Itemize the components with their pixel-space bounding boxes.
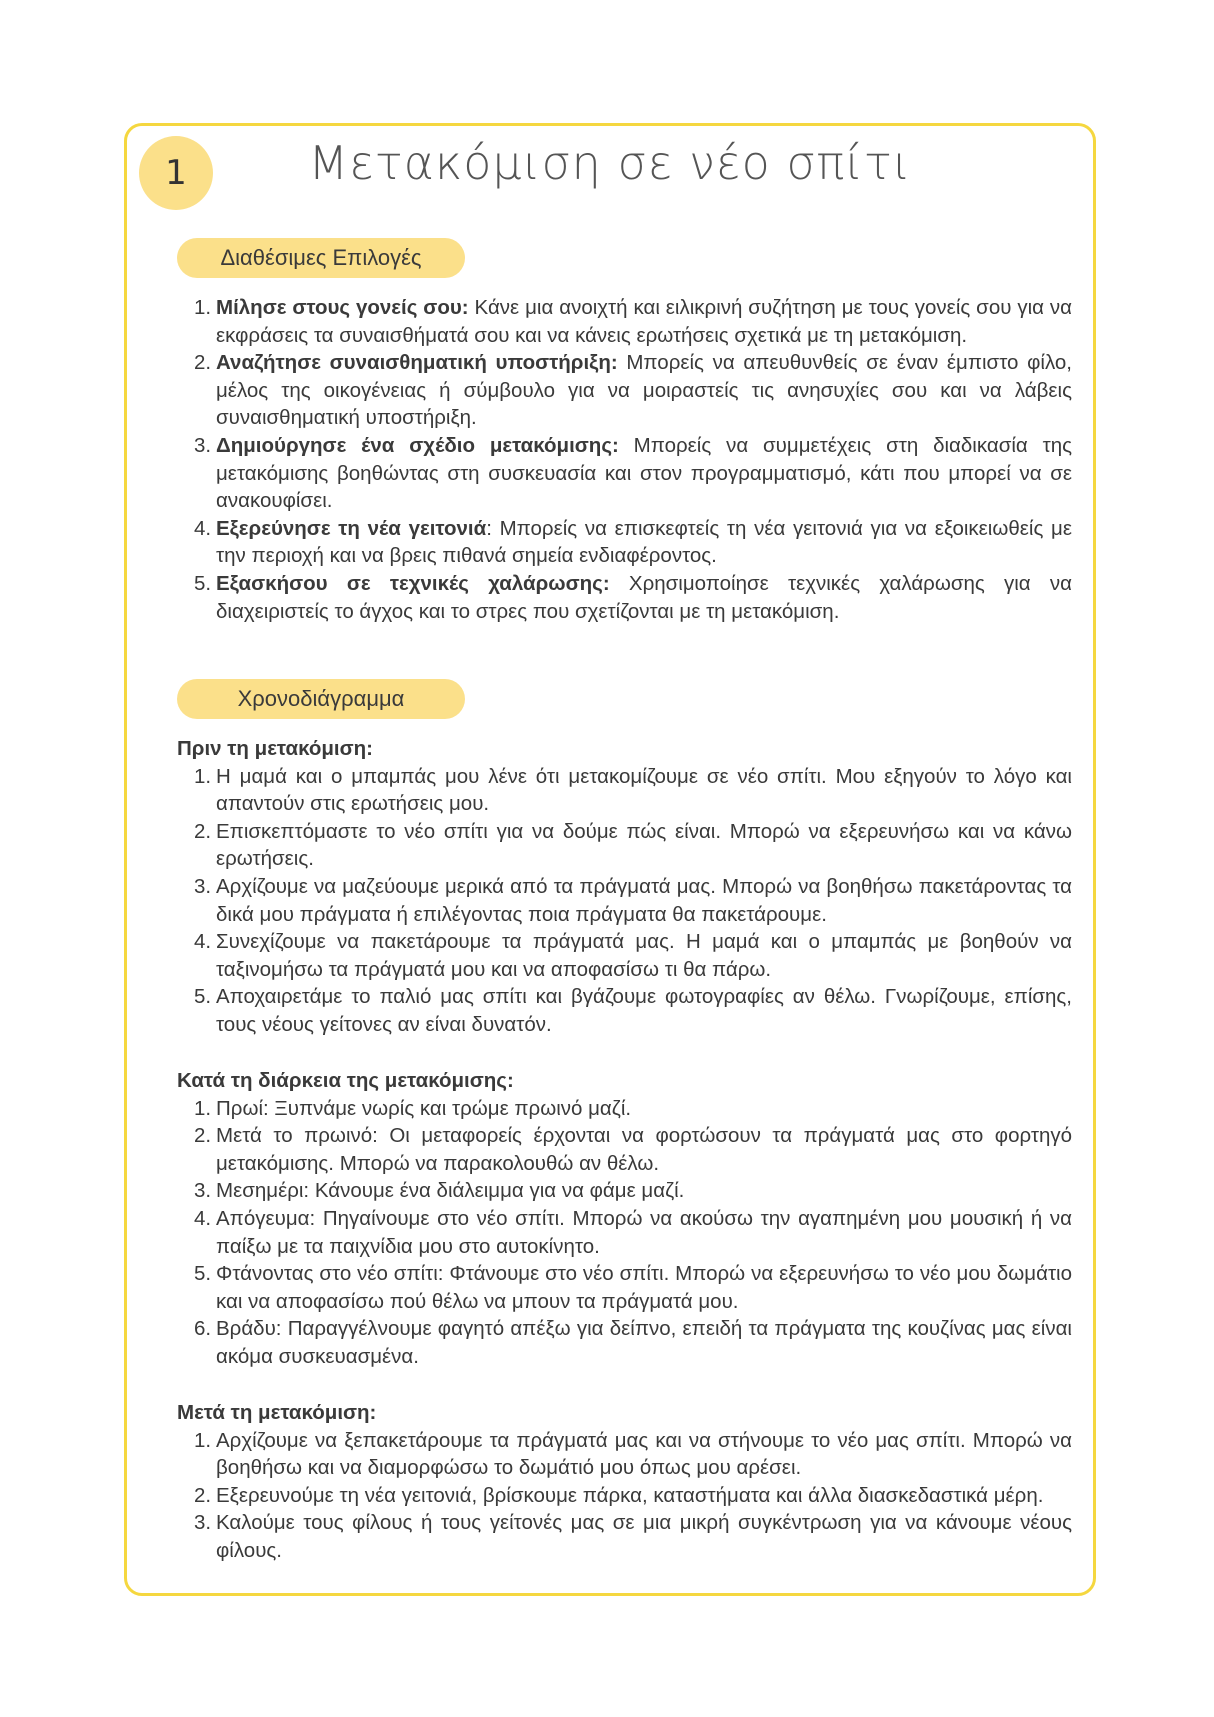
list-item-number: 2. [194,1124,212,1148]
list-item [177,1427,1072,1482]
list-item-number: 3. [194,433,212,457]
list-item-number: 5. [194,571,212,595]
list-item-number: 4. [194,1206,212,1230]
during-list [177,1095,1072,1371]
list-item-text: Κάνε μια ανοιχτή και ειλικρινή συζήτηση με τους γονείς σου για να εκφράσεις τα συναισθήματά σου και να κάνεις ερωτήσεις σχετικά με τη μετακόμιση. [216,296,1073,347]
timeline-heading: Χρονοδιάγραμμα [237,686,405,711]
list-item-heading: Εξερεύνησε τη νέα γειτονιά [216,516,487,540]
list-item [177,983,1072,1038]
list-item-number: 2. [194,351,212,375]
list-item-heading: Εξασκήσου σε τεχνικές χαλάρωσης: [216,571,610,595]
list-item-text: Η μαμά και ο μπαμπάς μου λένε ότι μετακομίζουμε σε νέο σπίτι. Μου εξηγούν το λόγο και απαντούν στις ερωτήσεις μου. [216,764,1072,816]
list-item-number: 5. [194,1262,212,1286]
before-list [177,763,1072,1039]
list-item-text: Αρχίζουμε να μαζεύουμε μερικά από τα πράγματά μας. Μπορώ να βοηθήσω πακετάροντας τα δικά μου πράγματα ή επιλέγοντας ποια πράγματα θα πακετάρουμε. [216,874,1072,926]
list-item [177,818,1072,873]
options-heading: Διαθέσιμες Επιλογές [220,245,422,270]
list-item [177,570,1072,625]
list-item [177,1177,1072,1205]
list-item-text: Εξερευνούμε τη νέα γειτονιά, βρίσκουμε πάρκα, καταστήματα και άλλα διασκεδαστικά μέρη. [216,1483,1044,1507]
list-item-number: 5. [194,985,212,1009]
list-item-number: 4. [194,930,212,954]
list-item-heading: Δημιούργησε ένα σχέδιο μετακόμισης: [216,433,619,457]
list-item [177,1482,1072,1510]
list-item-text: Πρωί: Ξυπνάμε νωρίς και τρώμε πρωινό μαζί. [216,1096,632,1120]
list-item [177,873,1072,928]
list-item-number: 2. [194,1483,212,1507]
page-number-badge [139,136,213,210]
list-item-text: Επισκεπτόμαστε το νέο σπίτι για να δούμε πώς είναι. Μπορώ να εξερευνήσω και να κάνω ερωτήσεις. [216,819,1072,871]
list-item-number: 4. [194,516,212,540]
list-item-text: Συνεχίζουμε να πακετάρουμε τα πράγματά μας. Η μαμά και ο μπαμπάς με βοηθούν να ταξινομήσω τα πράγματά μου και να αποφασίσω τι θα πάρω. [216,930,1072,981]
page-number: 1 [165,153,187,193]
list-item [177,294,1072,349]
list-item [177,1122,1072,1177]
options-list [177,294,1072,625]
list-item-number: 3. [194,874,212,898]
list-item-number: 1. [194,1428,212,1452]
after-title: Μετά τη μετακόμιση: [177,1401,377,1424]
list-item [177,515,1072,570]
list-item-heading: Μίλησε στους γονείς σου: [216,296,469,319]
list-item-text: Βράδυ: Παραγγέλνουμε φαγητό απέξω για δείπνο, επειδή τα πράγματα της κουζίνας μας είναι ακόμα συσκευασμένα. [216,1317,1072,1368]
list-item [177,349,1072,432]
list-item-text: Απόγευμα: Πηγαίνουμε στο νέο σπίτι. Μπορώ να ακούσω την αγαπημένη μου μουσική ή να παίξω με τα παιχνίδια μου στο αυτοκίνητο. [216,1206,1072,1258]
list-item-number: 6. [194,1317,212,1341]
list-item [177,1205,1072,1260]
list-item-number: 2. [194,819,212,843]
list-item-text: Αποχαιρετάμε το παλιό μας σπίτι και βγάζουμε φωτογραφίες αν θέλω. Γνωρίζουμε, επίσης, τους νέους γείτονες αν είναι δυνατόν. [216,985,1072,1036]
list-item [177,763,1072,818]
list-item [177,928,1072,983]
list-item-text: : Μπορείς να επισκεφτείς τη νέα γειτονιά για να εξοικειωθείς με την περιοχή και να βρεις πιθανά σημεία ενδιαφέροντος. [216,516,1072,568]
page-title: Μετακόμιση σε νέο σπίτι [308,136,912,190]
list-item-number: 1. [194,296,212,319]
during-title: Κατά τη διάρκεια της μετακόμισης: [177,1069,514,1092]
before-title: Πριν τη μετακόμιση: [177,737,373,760]
list-item-text: Μπορείς να απευθυνθείς σε έναν έμπιστο φίλο, μέλος της οικογένειας ή σύμβουλο για να μοιραστείς τις ανησυχίες σου και να λάβεις συναισθηματική υποστήριξη. [216,351,1072,430]
list-item [177,1509,1072,1564]
list-item-text: Μετά το πρωινό: Οι μεταφορείς έρχονται να φορτώσουν τα πράγματά μας στο φορτηγό μετακόμισης. Μπορώ να παρακολουθώ αν θέλω. [216,1124,1072,1175]
list-item-text: Μπορείς να συμμετέχεις στη διαδικασία της μετακόμισης βοηθώντας στη συσκευασία και στον προγραμματισμό, κάτι που μπορεί να σε ανακουφίσει. [216,433,1072,513]
after-section [177,1399,1072,1565]
timeline-heading-pill [177,679,465,719]
options-list-block [177,294,1072,625]
list-item [177,1260,1072,1315]
list-item-text: Φτάνοντας στο νέο σπίτι: Φτάνουμε στο νέο σπίτι. Μπορώ να εξερευνήσω το νέο μου δωμάτιο και να αποφασίσω πού θέλω να μπουν τα πράγματά μου. [216,1262,1072,1313]
list-item [177,1315,1072,1370]
list-item [177,1095,1072,1123]
before-section [177,735,1072,1039]
list-item-number: 1. [194,764,212,788]
list-item-heading: Αναζήτησε συναισθηματική υποστήριξη: [216,351,618,375]
list-item-text: Αρχίζουμε να ξεπακετάρουμε τα πράγματά μας και να στήνουμε το νέο μας σπίτι. Μπορώ να βοηθήσω και να διαμορφώσω το δωμάτιό μου όπως μου αρέσει. [216,1428,1072,1480]
list-item-number: 3. [194,1179,212,1203]
during-section [177,1067,1072,1371]
list-item-text: Μεσημέρι: Κάνουμε ένα διάλειμμα για να φάμε μαζί. [216,1179,685,1203]
list-item [177,432,1072,515]
after-list [177,1427,1072,1565]
list-item-text: Χρησιμοποίησε τεχνικές χαλάρωσης για να διαχειριστείς το άγχος και το στρες που σχετίζονται με τη μετακόμιση. [216,571,1073,623]
options-heading-pill [177,238,465,278]
list-item-text: Καλούμε τους φίλους ή τους γείτονές μας σε μια μικρή συγκέντρωση για να κάνουμε νέους φίλους. [216,1511,1072,1562]
list-item-number: 1. [194,1096,212,1120]
list-item-number: 3. [194,1511,212,1535]
